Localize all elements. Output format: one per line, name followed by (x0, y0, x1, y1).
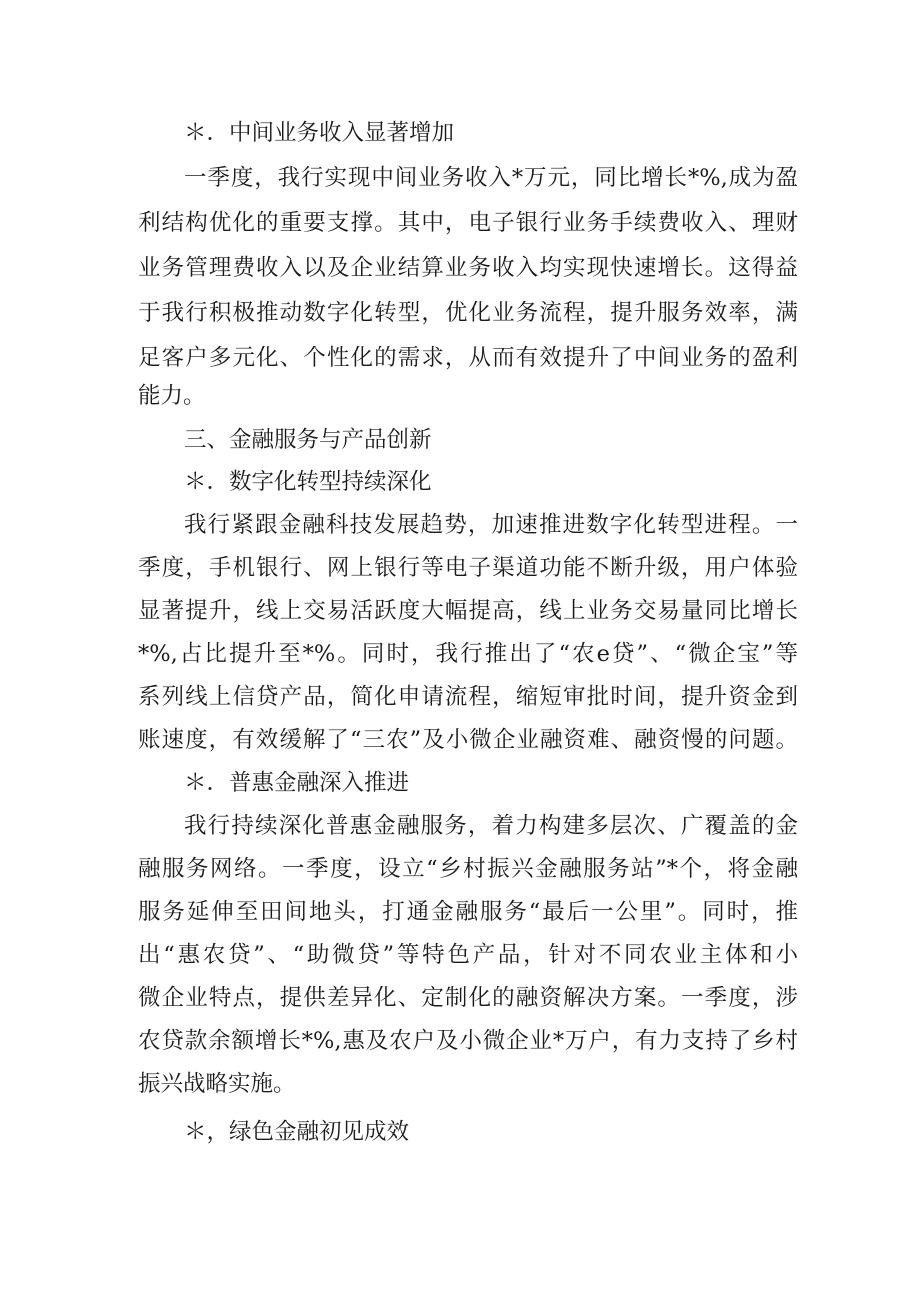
section-heading-inclusive-finance: ＊．普惠金融深入推进 (184, 770, 410, 796)
paragraph-line: 账速度，有效缓解了“三农”及小微企业融资难、融资慢的问题。 (138, 727, 798, 753)
paragraph-line: 利结构优化的重要支撑。其中，电子银行业务手续费收入、理财 (138, 210, 798, 236)
paragraph-line: 农贷款余额增长*%,惠及农户及小微企业*万户，有力支持了乡村 (138, 1028, 798, 1054)
section-heading-digital-transformation: ＊．数字化转型持续深化 (184, 469, 432, 495)
paragraph-line: 系列线上信贷产品，简化申请流程，缩短审批时间，提升资金到 (138, 684, 798, 710)
paragraph-line: 业务管理费收入以及企业结算业务收入均实现快速增长。这得益 (138, 255, 798, 281)
paragraph-line: *%,占比提升至*%。同时，我行推出了“农e贷”、“微企宝”等 (138, 641, 798, 667)
paragraph-line: 我行持续深化普惠金融服务，着力构建多层次、广覆盖的金 (184, 813, 798, 839)
section-heading-green-finance: ＊，绿色金融初见成效 (184, 1119, 410, 1145)
section-heading-intermediate-income: ＊．中间业务收入显著增加 (184, 120, 455, 146)
paragraph-line: 显著提升，线上交易活跃度大幅提高，线上业务交易量同比增长 (138, 598, 798, 624)
chapter-heading-financial-services: 三、金融服务与产品创新 (184, 427, 432, 453)
paragraph-line: 出“惠农贷”、“助微贷”等特色产品，针对不同农业主体和小 (138, 942, 798, 968)
paragraph-line: 振兴战略实施。 (138, 1071, 296, 1097)
paragraph-line: 微企业特点，提供差异化、定制化的融资解决方案。一季度，涉 (138, 985, 798, 1011)
paragraph-line: 季度，手机银行、网上银行等电子渠道功能不断升级，用户体验 (138, 555, 798, 581)
paragraph-line: 一季度，我行实现中间业务收入*万元，同比增长*%,成为盈 (184, 165, 798, 191)
paragraph-line: 我行紧跟金融科技发展趋势，加速推进数字化转型进程。一 (184, 512, 798, 538)
paragraph-line: 足客户多元化、个性化的需求，从而有效提升了中间业务的盈利 (138, 345, 798, 371)
paragraph-line: 融服务网络。一季度，设立“乡村振兴金融服务站”*个，将金融 (138, 856, 798, 882)
paragraph-line: 服务延伸至田间地头，打通金融服务“最后一公里”。同时，推 (138, 899, 798, 925)
paragraph-line: 于我行积极推动数字化转型，优化业务流程，提升服务效率，满 (138, 300, 798, 326)
paragraph-line: 能力。 (138, 383, 206, 409)
